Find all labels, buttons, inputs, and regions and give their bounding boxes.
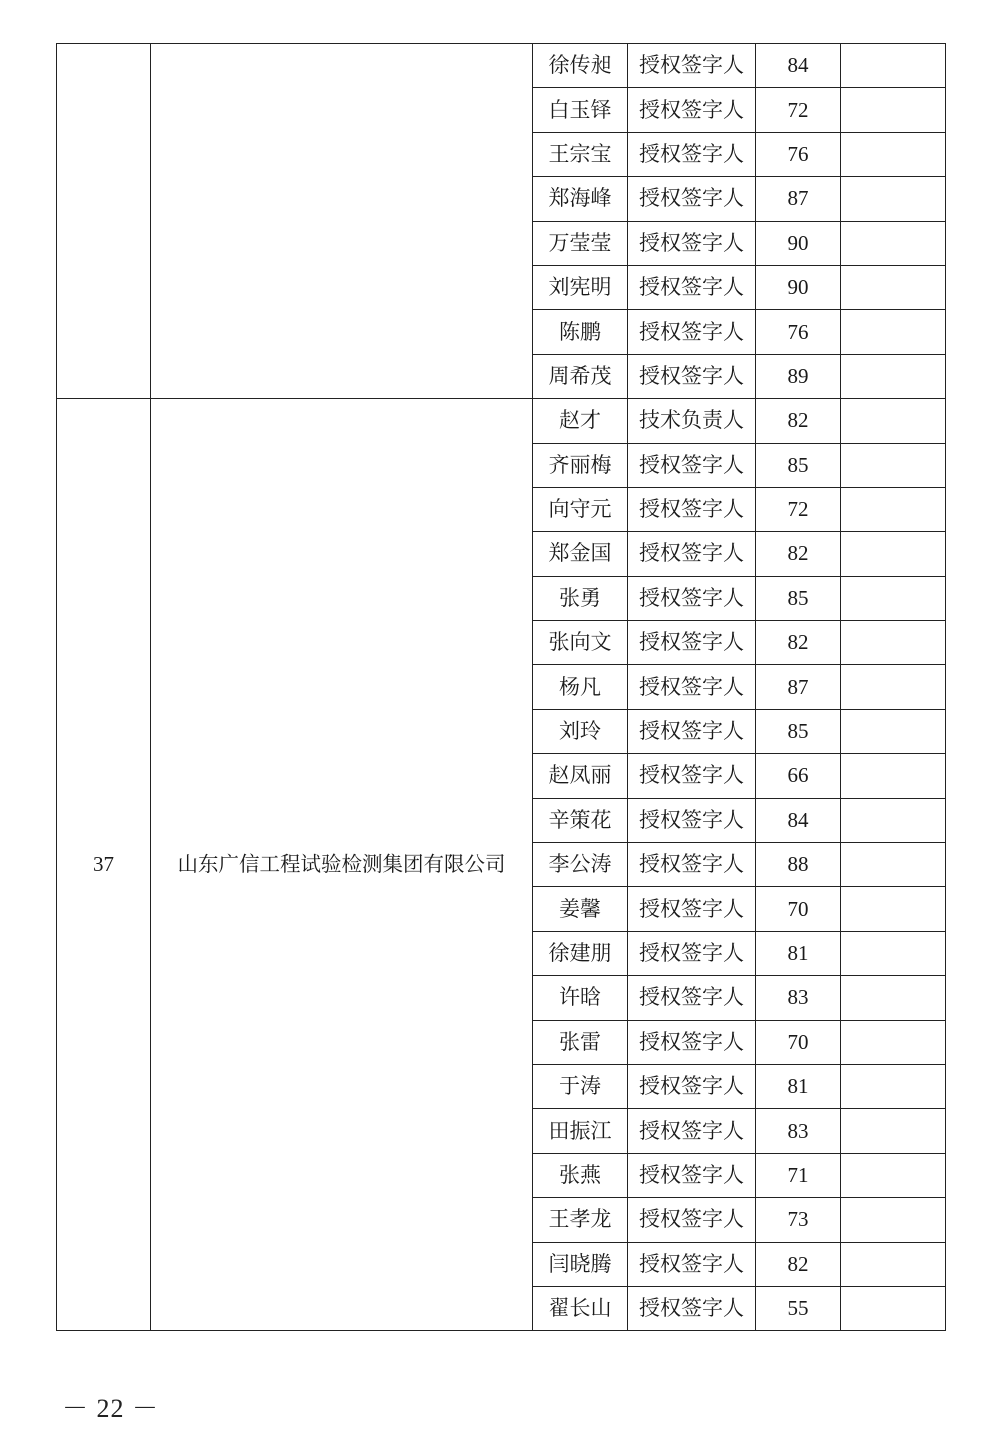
- person-name-cell: 辛策花: [533, 798, 628, 842]
- remarks-cell: [841, 1109, 946, 1153]
- organization-name-cell: [151, 44, 533, 399]
- person-name-cell: 刘宪明: [533, 265, 628, 309]
- remarks-cell: [841, 754, 946, 798]
- person-name-cell: 王孝龙: [533, 1198, 628, 1242]
- person-name-cell: 翟长山: [533, 1286, 628, 1330]
- position-cell: 授权签字人: [628, 576, 756, 620]
- person-name-cell: 许晗: [533, 976, 628, 1020]
- position-cell: 授权签字人: [628, 310, 756, 354]
- sequence-number-cell: [57, 44, 151, 399]
- score-cell: 84: [756, 798, 841, 842]
- position-cell: 授权签字人: [628, 709, 756, 753]
- position-cell: 授权签字人: [628, 44, 756, 88]
- position-cell: 授权签字人: [628, 843, 756, 887]
- score-cell: 82: [756, 621, 841, 665]
- remarks-cell: [841, 487, 946, 531]
- person-name-cell: 徐建朋: [533, 931, 628, 975]
- person-name-cell: 杨凡: [533, 665, 628, 709]
- score-cell: 83: [756, 976, 841, 1020]
- remarks-cell: [841, 1242, 946, 1286]
- position-cell: 授权签字人: [628, 443, 756, 487]
- person-name-cell: 李公涛: [533, 843, 628, 887]
- score-cell: 82: [756, 1242, 841, 1286]
- score-cell: 70: [756, 887, 841, 931]
- remarks-cell: [841, 843, 946, 887]
- score-cell: 76: [756, 132, 841, 176]
- score-cell: 90: [756, 265, 841, 309]
- remarks-cell: [841, 709, 946, 753]
- remarks-cell: [841, 1286, 946, 1330]
- table-row: [57, 44, 946, 88]
- position-cell: 技术负责人: [628, 399, 756, 443]
- remarks-cell: [841, 1198, 946, 1242]
- position-cell: 授权签字人: [628, 1198, 756, 1242]
- remarks-cell: [841, 310, 946, 354]
- person-name-cell: 张燕: [533, 1153, 628, 1197]
- position-cell: 授权签字人: [628, 1020, 756, 1064]
- score-cell: 70: [756, 1020, 841, 1064]
- score-cell: 55: [756, 1286, 841, 1330]
- remarks-cell: [841, 265, 946, 309]
- page-number: － 22 －: [62, 1394, 160, 1423]
- position-cell: 授权签字人: [628, 1286, 756, 1330]
- position-cell: 授权签字人: [628, 88, 756, 132]
- person-name-cell: 周希茂: [533, 354, 628, 398]
- position-cell: 授权签字人: [628, 265, 756, 309]
- remarks-cell: [841, 354, 946, 398]
- organization-name-cell: 山东广信工程试验检测集团有限公司: [151, 399, 533, 1331]
- remarks-cell: [841, 443, 946, 487]
- score-cell: 85: [756, 443, 841, 487]
- sequence-number-cell: 37: [57, 399, 151, 1331]
- position-cell: 授权签字人: [628, 487, 756, 531]
- position-cell: 授权签字人: [628, 976, 756, 1020]
- remarks-cell: [841, 1020, 946, 1064]
- person-name-cell: 陈鹏: [533, 310, 628, 354]
- score-cell: 72: [756, 88, 841, 132]
- remarks-cell: [841, 621, 946, 665]
- position-cell: 授权签字人: [628, 221, 756, 265]
- score-cell: 90: [756, 221, 841, 265]
- table-row: [57, 399, 946, 443]
- person-name-cell: 齐丽梅: [533, 443, 628, 487]
- person-name-cell: 万莹莹: [533, 221, 628, 265]
- score-cell: 89: [756, 354, 841, 398]
- score-cell: 81: [756, 1064, 841, 1108]
- person-name-cell: 赵才: [533, 399, 628, 443]
- person-name-cell: 张向文: [533, 621, 628, 665]
- person-name-cell: 于涛: [533, 1064, 628, 1108]
- position-cell: 授权签字人: [628, 532, 756, 576]
- position-cell: 授权签字人: [628, 1064, 756, 1108]
- score-cell: 83: [756, 1109, 841, 1153]
- score-cell: 72: [756, 487, 841, 531]
- position-cell: 授权签字人: [628, 798, 756, 842]
- score-cell: 66: [756, 754, 841, 798]
- remarks-cell: [841, 665, 946, 709]
- position-cell: 授权签字人: [628, 621, 756, 665]
- position-cell: 授权签字人: [628, 132, 756, 176]
- remarks-cell: [841, 931, 946, 975]
- score-cell: 84: [756, 44, 841, 88]
- remarks-cell: [841, 1153, 946, 1197]
- remarks-cell: [841, 798, 946, 842]
- remarks-cell: [841, 576, 946, 620]
- personnel-table: [56, 43, 946, 1331]
- person-name-cell: 张雷: [533, 1020, 628, 1064]
- position-cell: 授权签字人: [628, 177, 756, 221]
- remarks-cell: [841, 887, 946, 931]
- person-name-cell: 田振江: [533, 1109, 628, 1153]
- score-cell: 82: [756, 532, 841, 576]
- score-cell: 88: [756, 843, 841, 887]
- position-cell: 授权签字人: [628, 1153, 756, 1197]
- score-cell: 87: [756, 177, 841, 221]
- remarks-cell: [841, 88, 946, 132]
- score-cell: 73: [756, 1198, 841, 1242]
- person-name-cell: 赵凤丽: [533, 754, 628, 798]
- person-name-cell: 郑金国: [533, 532, 628, 576]
- person-name-cell: 姜馨: [533, 887, 628, 931]
- position-cell: 授权签字人: [628, 931, 756, 975]
- remarks-cell: [841, 221, 946, 265]
- person-name-cell: 王宗宝: [533, 132, 628, 176]
- person-name-cell: 刘玲: [533, 709, 628, 753]
- person-name-cell: 闫晓腾: [533, 1242, 628, 1286]
- position-cell: 授权签字人: [628, 754, 756, 798]
- remarks-cell: [841, 532, 946, 576]
- remarks-cell: [841, 132, 946, 176]
- score-cell: 85: [756, 576, 841, 620]
- remarks-cell: [841, 1064, 946, 1108]
- person-name-cell: 徐传昶: [533, 44, 628, 88]
- person-name-cell: 白玉铎: [533, 88, 628, 132]
- person-name-cell: 向守元: [533, 487, 628, 531]
- score-cell: 82: [756, 399, 841, 443]
- position-cell: 授权签字人: [628, 887, 756, 931]
- position-cell: 授权签字人: [628, 665, 756, 709]
- score-cell: 85: [756, 709, 841, 753]
- table-body: [57, 44, 946, 1331]
- person-name-cell: 郑海峰: [533, 177, 628, 221]
- score-cell: 71: [756, 1153, 841, 1197]
- remarks-cell: [841, 399, 946, 443]
- remarks-cell: [841, 976, 946, 1020]
- person-name-cell: 张勇: [533, 576, 628, 620]
- position-cell: 授权签字人: [628, 1109, 756, 1153]
- score-cell: 87: [756, 665, 841, 709]
- remarks-cell: [841, 177, 946, 221]
- score-cell: 76: [756, 310, 841, 354]
- position-cell: 授权签字人: [628, 354, 756, 398]
- score-cell: 81: [756, 931, 841, 975]
- position-cell: 授权签字人: [628, 1242, 756, 1286]
- remarks-cell: [841, 44, 946, 88]
